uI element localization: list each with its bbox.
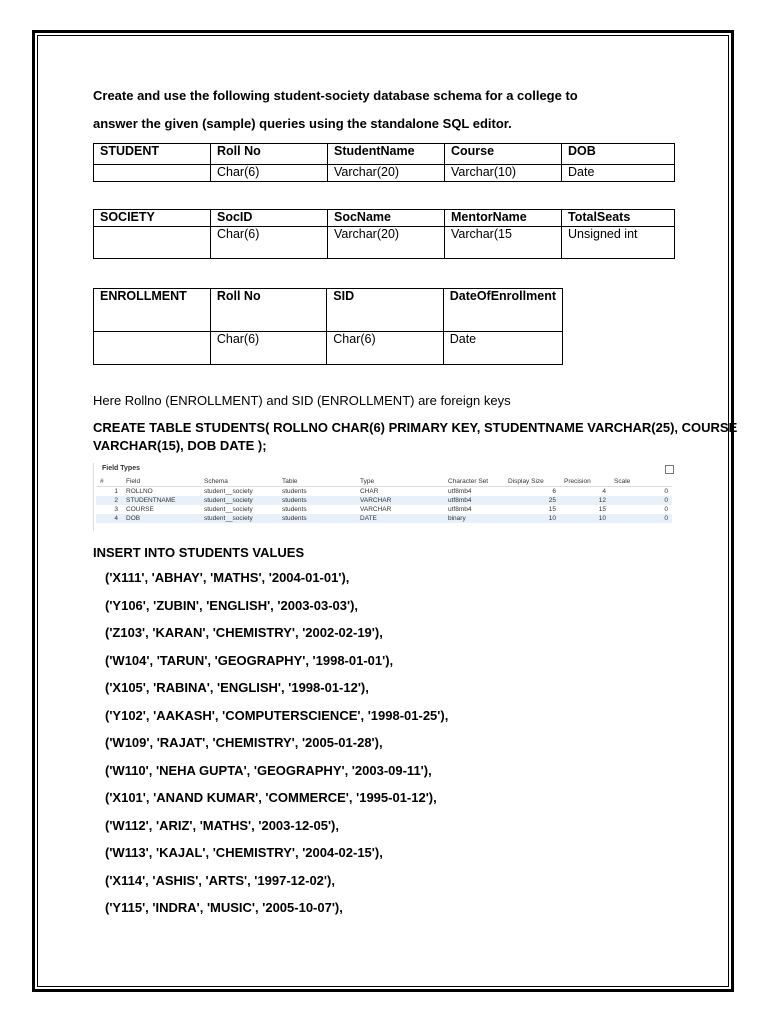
table-cell: SocName [328, 210, 445, 227]
table-cell: CHAR [360, 488, 379, 495]
table-cell: 0 [664, 506, 668, 513]
table-cell: TotalSeats [562, 210, 675, 227]
table-row[interactable] [96, 505, 672, 514]
table-cell [94, 227, 211, 259]
table-cell: 10 [504, 514, 560, 523]
table-cell: DateOfEnrollment [443, 289, 562, 332]
create-statement-line-1: CREATE TABLE STUDENTS( ROLLNO CHAR(6) PRIMARY KEY, STUDENTNAME VARCHAR(25), COURSE [93, 420, 738, 435]
table-cell: Char(6) [211, 165, 328, 182]
table-cell: STUDENTNAME [122, 496, 200, 505]
table-cell: student__society [204, 506, 253, 513]
table-cell: ENROLLMENT [94, 289, 211, 332]
create-statement-line-2: VARCHAR(15), DOB DATE ); [93, 438, 267, 453]
table-cell: ROLLNO [126, 488, 153, 495]
table-cell: Course [445, 144, 562, 165]
list-item: ('X111', 'ABHAY', 'MATHS', '2004-01-01'), [105, 570, 350, 585]
field-types-table [96, 477, 672, 523]
foreign-keys-note: Here Rollno (ENROLLMENT) and SID (ENROLLMENT) are foreign keys [93, 393, 511, 408]
list-item: ('W109', 'RAJAT', 'CHEMISTRY', '2005-01-28'), [105, 735, 383, 750]
column-header: Scale [610, 477, 672, 487]
table-cell: MentorName [445, 210, 562, 227]
table-cell: Varchar(10) [445, 165, 562, 182]
table-cell: 1 [114, 488, 118, 495]
table-cell: StudentName [328, 144, 445, 165]
table-cell: COURSE [126, 506, 154, 513]
table-cell: Varchar(20) [328, 165, 445, 182]
intro-line-2: answer the given (sample) queries using the standalone SQL editor. [93, 116, 512, 131]
table-cell: 15 [548, 506, 556, 513]
column-header: Field [122, 477, 200, 487]
table-row[interactable] [96, 514, 672, 523]
table-cell: Date [562, 165, 675, 182]
list-item: ('Y106', 'ZUBIN', 'ENGLISH', '2003-03-03'), [105, 597, 359, 613]
table-cell [94, 165, 211, 182]
table-cell: DATE [356, 514, 444, 523]
table-cell: 4 [602, 488, 606, 495]
table-cell: Char(6) [211, 227, 328, 259]
table-cell: Char(6) [210, 332, 326, 365]
table-cell: 2 [96, 496, 122, 505]
table-cell: students [282, 506, 307, 513]
table-cell: SOCIETY [94, 210, 211, 227]
table-cell: SID [327, 289, 443, 332]
table-cell: 10 [560, 514, 610, 523]
column-header: # [96, 477, 122, 487]
table-cell: Unsigned int [562, 227, 675, 259]
table-cell: Char(6) [327, 332, 443, 365]
list-item: ('X101', 'ANAND KUMAR', 'COMMERCE', '1995-01-12'), [105, 790, 437, 805]
table-cell: 0 [664, 488, 668, 495]
table-cell: 3 [114, 506, 118, 513]
column-header: Table [278, 477, 356, 487]
table-cell: students [278, 496, 356, 505]
table-cell: binary [444, 514, 504, 523]
table-cell [94, 332, 211, 365]
column-header: Display Size [504, 477, 560, 487]
column-header: Precision [560, 477, 610, 487]
table-cell: VARCHAR [356, 496, 444, 505]
table-cell: 0 [610, 514, 672, 523]
table-cell: students [278, 514, 356, 523]
student-schema-table [93, 143, 675, 182]
list-item: ('X114', 'ASHIS', 'ARTS', '1997-12-02'), [105, 872, 335, 888]
table-cell: 15 [598, 506, 606, 513]
list-item: ('W112', 'ARIZ', 'MATHS', '2003-12-05'), [105, 817, 339, 833]
list-item: ('Z103', 'KARAN', 'CHEMISTRY', '2002-02-19'), [105, 625, 383, 640]
table-cell: student__society [204, 488, 253, 495]
table-cell: Varchar(15 [445, 227, 562, 259]
table-cell: STUDENT [94, 144, 211, 165]
table-cell: 6 [552, 488, 556, 495]
list-item: ('X105', 'RABINA', 'ENGLISH', '1998-01-12'), [105, 680, 369, 695]
table-cell: DOB [122, 514, 200, 523]
table-cell: Roll No [211, 144, 328, 165]
table-cell: Varchar(20) [328, 227, 445, 259]
insert-values-list [105, 570, 448, 928]
table-cell: Date [443, 332, 562, 365]
table-cell: utf8mb4 [444, 496, 504, 505]
table-cell: 25 [504, 496, 560, 505]
list-item: ('W104', 'TARUN', 'GEOGRAPHY', '1998-01-01'), [105, 652, 394, 668]
list-item: ('W113', 'KAJAL', 'CHEMISTRY', '2004-02-15'), [105, 845, 383, 860]
list-item: ('Y102', 'AAKASH', 'COMPUTERSCIENCE', '1998-01-25'), [105, 707, 449, 723]
table-cell: SocID [211, 210, 328, 227]
table-row[interactable] [96, 487, 672, 497]
maximize-icon[interactable] [665, 465, 674, 474]
enrollment-schema-table [93, 288, 563, 365]
table-cell: 12 [560, 496, 610, 505]
list-item: ('W110', 'NEHA GUPTA', 'GEOGRAPHY', '2003-09-11'), [105, 762, 432, 778]
field-types-panel [93, 463, 676, 531]
table-cell: Roll No [210, 289, 326, 332]
column-header: Character Set [444, 477, 504, 487]
column-header: Schema [200, 477, 278, 487]
table-cell: 4 [96, 514, 122, 523]
insert-heading: INSERT INTO STUDENTS VALUES [93, 545, 305, 560]
column-header: Type [356, 477, 444, 487]
table-cell: student__society [200, 496, 278, 505]
table-cell: student__society [200, 514, 278, 523]
table-cell: DOB [562, 144, 675, 165]
society-schema-table [93, 209, 675, 259]
list-item: ('Y115', 'INDRA', 'MUSIC', '2005-10-07'), [105, 900, 343, 915]
table-cell: utf8mb4 [448, 506, 472, 513]
table-row[interactable] [96, 496, 672, 505]
table-cell: VARCHAR [360, 506, 392, 513]
intro-line-1: Create and use the following student-society database schema for a college to [93, 88, 578, 103]
table-cell: 0 [610, 496, 672, 505]
table-cell: utf8mb4 [448, 488, 472, 495]
table-cell: students [282, 488, 307, 495]
field-types-title: Field Types [102, 465, 140, 472]
